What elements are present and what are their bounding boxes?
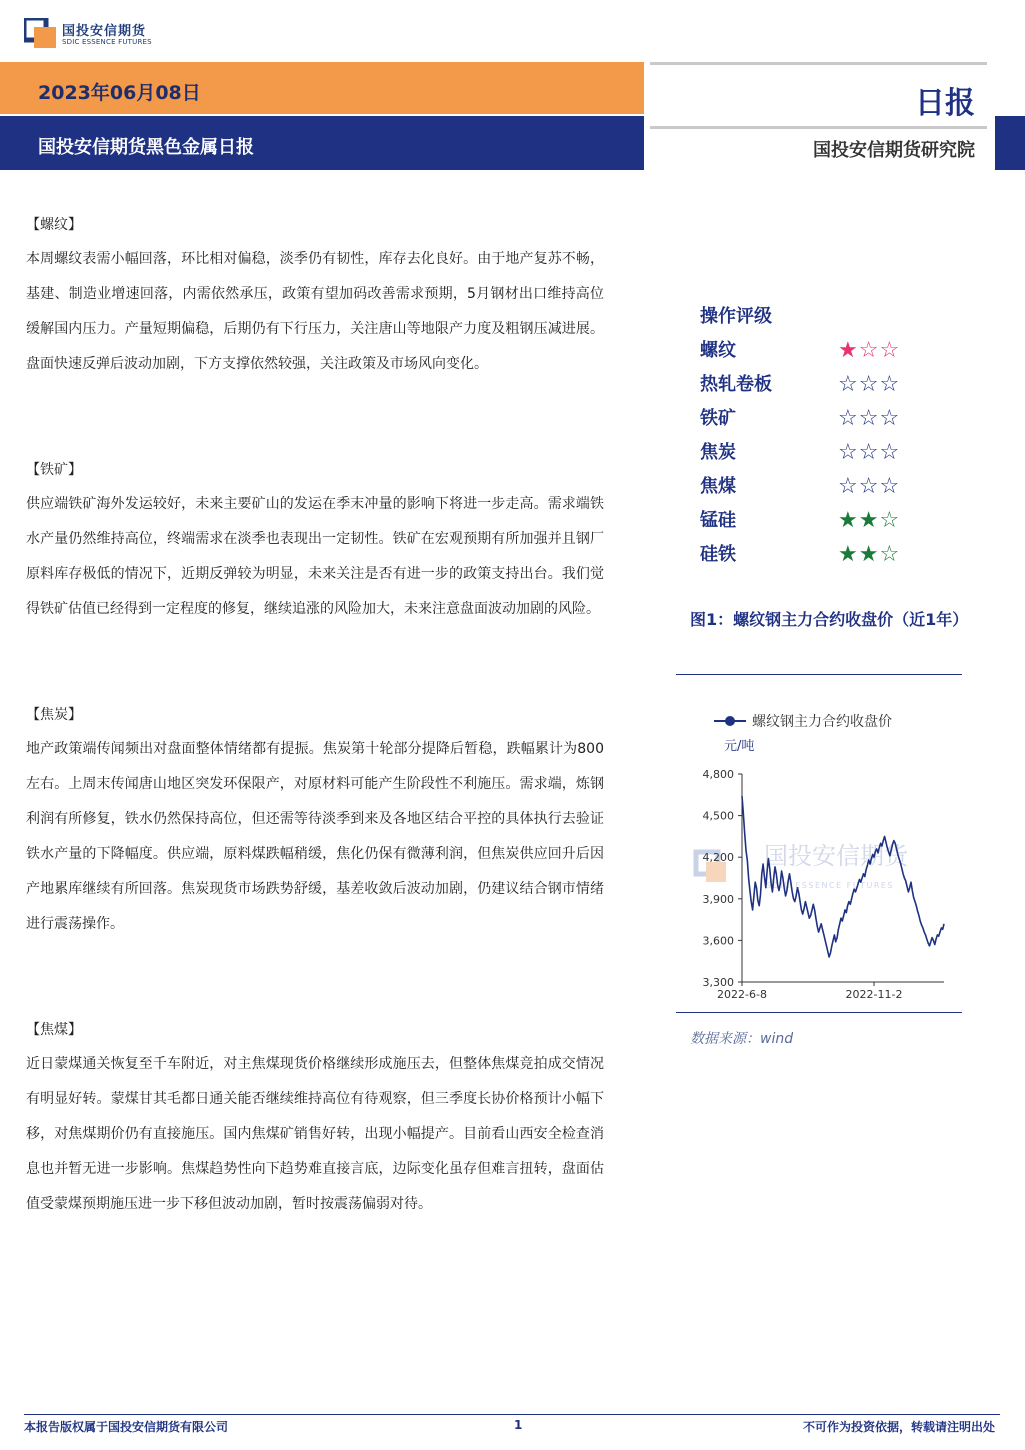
logo-text-cn: 国投安信期货 [62, 24, 147, 39]
y-tick-label: 4,500 [702, 809, 734, 823]
rating-name: 铁矿 [700, 408, 736, 429]
section-title-rebar: 【螺纹】 [26, 217, 82, 233]
rating-row [700, 504, 960, 538]
report-title: 国投安信期货黑色金属日报 [38, 137, 254, 158]
plot-area [742, 796, 944, 957]
rating-name: 硅铁 [700, 544, 736, 565]
y-tick-label: 4,800 [702, 768, 734, 781]
rating-name: 焦炭 [700, 442, 736, 463]
rating-name: 螺纹 [700, 340, 736, 361]
section-text-coking-coal: 近日蒙煤通关恢复至千车附近，对主焦煤现货价格继续形成施压去，但整体焦煤竞拍成交情况有明显好转。蒙煤甘其毛都日通关能否继续维持高位有待观察，但三季度长协价格预计小幅下移，对焦煤期价仍有直接施压。国内焦煤矿销售好转，出现小幅提产。目前看山西安全检查消息也并暂无进一步影响。焦煤趋势性向下趋势难直接言底，边际变化虽存但难言扭转，盘面估值受蒙煤预期施压进一步下移但波动加剧，暂时按震荡偏弱对待。 [26, 1056, 604, 1212]
legend-marker [725, 716, 735, 726]
rating-stars: ☆☆☆ [838, 406, 901, 431]
institute-name: 国投安信期货研究院 [813, 140, 975, 161]
section-text-iron-ore: 供应端铁矿海外发运较好，未来主要矿山的发运在季末冲量的影响下将进一步走高。需求端铁水产量仍然维持高位，终端需求在淡季也表现出一定韧性。铁矿在宏观预期有所加强并且钢厂原料库存极低的情况下，近期反弹较为明显，未来关注是否有进一步的政策支持出台。我们觉得铁矿估值已经得到一定程度的修复，继续追涨的风险加大，未来注意盘面波动加剧的风险。 [26, 496, 604, 617]
chart-watermark [696, 842, 910, 890]
y-tick-label: 3,900 [702, 892, 734, 906]
rating-name: 焦煤 [700, 476, 736, 497]
x-tick-label: 2022-11-2 [845, 988, 903, 1001]
series-line-rebar-close [742, 796, 944, 957]
x-tick-label: 2022-6-8 [717, 988, 767, 1001]
rating-stars: ★☆☆ [838, 338, 901, 363]
section-title-iron-ore: 【铁矿】 [26, 462, 82, 478]
rating-name: 热轧卷板 [700, 374, 772, 395]
rating-row [700, 334, 960, 368]
x-axis [717, 982, 962, 1001]
chart-svg [676, 700, 962, 1012]
section-text-rebar: 本周螺纹表需小幅回落，环比相对偏稳，淡季仍有韧性，库存去化良好。由于地产复苏不畅，基建、制造业增速回落，内需依然承压，政策有望加码改善需求预期，5月钢材出口维持高位缓解国内压力。产量短期偏稳，后期仍有下行压力，关注唐山等地限产力度及粗钢压减进展。盘面快速反弹后波动加剧，下方支撑依然较强，关注政策及市场风向变化。 [26, 251, 604, 372]
rebar-price-chart [676, 700, 962, 1012]
chart-legend [714, 713, 892, 730]
data-source: 数据来源：wind [690, 1031, 794, 1047]
rating-row [700, 436, 960, 470]
watermark-text-en: SDIC ESSENCE FUTURES [766, 881, 895, 890]
header-rule-mid [650, 126, 987, 129]
footer-rule [24, 1414, 1000, 1415]
rating-stars: ☆☆☆ [838, 440, 901, 465]
date-banner [0, 62, 644, 114]
y-axis-label: 元/吨 [724, 739, 755, 754]
footer-copyright: 本报告版权属于国投安信期货有限公司 [24, 1420, 229, 1434]
logo-text-en: SDIC ESSENCE FUTURES [62, 38, 152, 46]
rating-name: 锰硅 [700, 510, 736, 531]
report-date: 2023年06月08日 [38, 82, 201, 104]
page-number: 1 [514, 1418, 523, 1432]
title-banner [0, 116, 644, 170]
header-accent-block [995, 116, 1025, 170]
section-title-coking-coal: 【焦煤】 [26, 1022, 82, 1038]
report-type: 日报 [915, 86, 975, 121]
figure-rule-top [676, 674, 962, 675]
figure-title: 图1：螺纹钢主力合约收盘价（近1年） [690, 610, 969, 629]
rating-heading: 操作评级 [700, 306, 772, 327]
logo-mark-icon [24, 18, 56, 48]
figure-rule-bottom [676, 1012, 962, 1013]
legend-label: 螺纹钢主力合约收盘价 [752, 714, 892, 730]
y-tick-label: 3,600 [702, 934, 734, 948]
rating-stars: ★★☆ [838, 508, 901, 533]
y-tick-label: 4,200 [702, 851, 734, 865]
rating-row [700, 368, 960, 402]
watermark-text-cn: 国投安信期货 [764, 842, 908, 870]
footer-disclaimer: 不可作为投资依据，转载请注明出处 [802, 1420, 995, 1434]
y-tick-label: 3,300 [702, 976, 734, 989]
rating-row [700, 538, 960, 572]
header-rule-top [650, 62, 987, 65]
rating-stars: ☆☆☆ [838, 474, 901, 499]
section-title-coke: 【焦炭】 [26, 707, 82, 723]
rating-stars: ☆☆☆ [838, 372, 901, 397]
section-text-coke: 地产政策端传闻频出对盘面整体情绪都有提振。焦炭第十轮部分提降后暂稳，跌幅累计为800左右。上周末传闻唐山地区突发环保限产，对原材料可能产生阶段性不利施压。需求端，炼钢利润有所修复，铁水仍然保持高位，但还需等待淡季到来及各地区结合平控的具体执行去验证铁水产量的下降幅度。供应端，原料煤跌幅稍缓，焦化仍保有微薄利润，但焦炭供应回升后因产地累库继续有所回落。焦炭现货市场跌势舒缓，基差收敛后波动加剧，仍建议结合钢市情绪进行震荡操作。 [26, 741, 604, 932]
rating-row [700, 470, 960, 504]
company-logo [24, 16, 204, 52]
rating-table [700, 300, 960, 572]
rating-stars: ★★☆ [838, 542, 901, 567]
rating-row [700, 402, 960, 436]
